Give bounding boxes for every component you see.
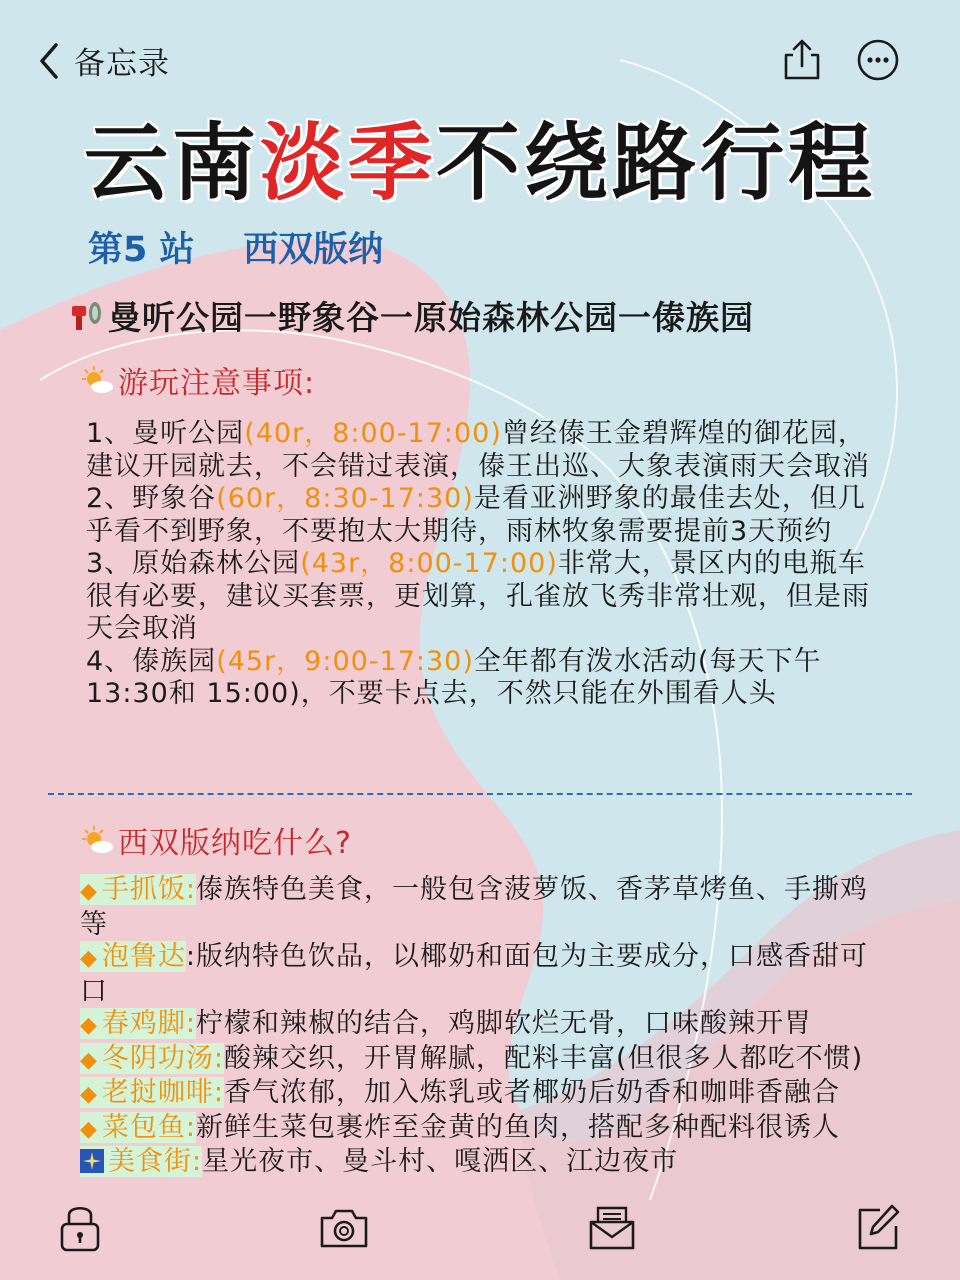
diamond-icon: ◆ xyxy=(80,946,98,971)
food-text: 新鲜生菜包裹炸至金黄的鱼肉，搭配多种配料很诱人 xyxy=(196,1111,841,1143)
diamond-icon: ◆ xyxy=(80,1047,98,1073)
diamond-icon: ◆ xyxy=(80,1116,98,1142)
station-heading: 第5 站 西双版纳 xyxy=(88,230,384,270)
food-name: 春鸡脚: xyxy=(101,1008,197,1039)
tip-prefix: 1、曼听公园 xyxy=(86,418,245,449)
list-item xyxy=(86,646,886,711)
food-list xyxy=(80,874,890,1179)
tip-text: 非常大，景区内的电瓶车很有必要，建议买套票，更划算，孔雀放飞秀非常壮观，但是雨天会取消 xyxy=(86,548,870,644)
sun-cloud-icon xyxy=(80,365,114,395)
pushpin-icon xyxy=(68,296,104,336)
route-line xyxy=(68,292,754,339)
food-name: 老挝咖啡: xyxy=(101,1077,225,1108)
tip-text: 全年都有泼水活动(每天下午13:30和 15:00)，不要卡点去，不然只能在外围看人头 xyxy=(86,645,822,709)
food-text: 酸辣交织，开胃解腻，配料丰富(但很多人都吃不惯) xyxy=(224,1042,864,1074)
tip-prefix: 4、傣族园 xyxy=(86,645,217,677)
food-name: 泡鲁达 xyxy=(101,941,186,972)
food-name: 冬阴功汤: xyxy=(101,1042,225,1074)
more-icon[interactable] xyxy=(856,38,900,82)
food-street-name: 美食街: xyxy=(108,1146,203,1177)
tips-heading xyxy=(80,358,315,402)
list-item xyxy=(80,1043,890,1078)
tips-heading-text: 游玩注意事项: xyxy=(118,366,316,401)
list-item xyxy=(86,483,886,548)
tip-text: 是看亚洲野象的最佳去处，但几乎看不到野象，不要抱太大期待，雨林牧象需要提前3天预约 xyxy=(86,483,866,547)
title-part1: 云南 xyxy=(83,114,260,212)
camera-icon[interactable] xyxy=(318,1200,370,1254)
food-heading-text: 西双版纳吃什么? xyxy=(118,826,352,861)
list-item xyxy=(86,418,886,483)
tip-detail: (45r，9:00-17:30) xyxy=(216,645,474,677)
list-item xyxy=(80,1146,890,1179)
list-item xyxy=(86,548,886,646)
page-title xyxy=(0,96,960,217)
food-name: 手抓饭: xyxy=(101,874,197,905)
diamond-icon: ◆ xyxy=(80,1013,98,1038)
mail-icon[interactable] xyxy=(586,1200,638,1254)
title-part3: 不绕路行程 xyxy=(436,114,877,212)
share-icon[interactable] xyxy=(780,38,824,82)
sun-cloud-icon xyxy=(80,825,114,855)
list-item xyxy=(80,1008,890,1043)
food-heading xyxy=(80,818,352,862)
list-item xyxy=(80,874,890,941)
back-label: 备忘录 xyxy=(74,46,170,82)
food-text: 柠檬和辣椒的结合，鸡脚软烂无骨，口味酸辣开胃 xyxy=(196,1008,813,1039)
dashed-divider xyxy=(48,793,912,795)
tip-detail: (60r，8:30-17:30) xyxy=(216,483,474,514)
list-item xyxy=(80,941,890,1008)
food-text: :版纳特色饮品，以椰奶和面包为主要成分，口感香甜可口 xyxy=(80,941,869,1007)
list-item xyxy=(80,1112,890,1147)
tip-text: 曾经傣王金碧辉煌的御花园，建议开园就去，不会错过表演，傣王出巡、大象表演雨天会取消 xyxy=(86,418,870,482)
title-highlight: 淡季 xyxy=(259,114,436,212)
chevron-left-icon xyxy=(36,41,62,81)
tip-detail: (40r，8:00-17:00) xyxy=(244,418,502,449)
lock-icon[interactable] xyxy=(54,1200,106,1254)
compose-icon[interactable] xyxy=(852,1200,904,1254)
tip-detail: (43r，8:00-17:00) xyxy=(300,548,558,579)
food-name: 菜包鱼: xyxy=(101,1111,197,1143)
route-text: 曼听公园一野象谷一原始森林公园一傣族园 xyxy=(108,298,754,337)
diamond-icon: ◆ xyxy=(80,879,98,904)
tip-prefix: 2、野象谷 xyxy=(86,483,217,514)
list-item xyxy=(80,1077,890,1112)
tip-prefix: 3、原始森林公园 xyxy=(86,548,301,579)
tips-list xyxy=(86,418,886,711)
back-button[interactable] xyxy=(36,38,170,83)
sparkle-icon xyxy=(80,1149,104,1173)
food-text: 香气浓郁，加入炼乳或者椰奶后奶香和咖啡香融合 xyxy=(224,1077,841,1108)
diamond-icon: ◆ xyxy=(80,1082,98,1107)
food-text: 傣族特色美食，一般包含菠萝饭、香茅草烤鱼、手撕鸡等 xyxy=(80,874,869,940)
food-street-text: 星光夜市、曼斗村、嘎洒区、江边夜市 xyxy=(202,1146,679,1177)
